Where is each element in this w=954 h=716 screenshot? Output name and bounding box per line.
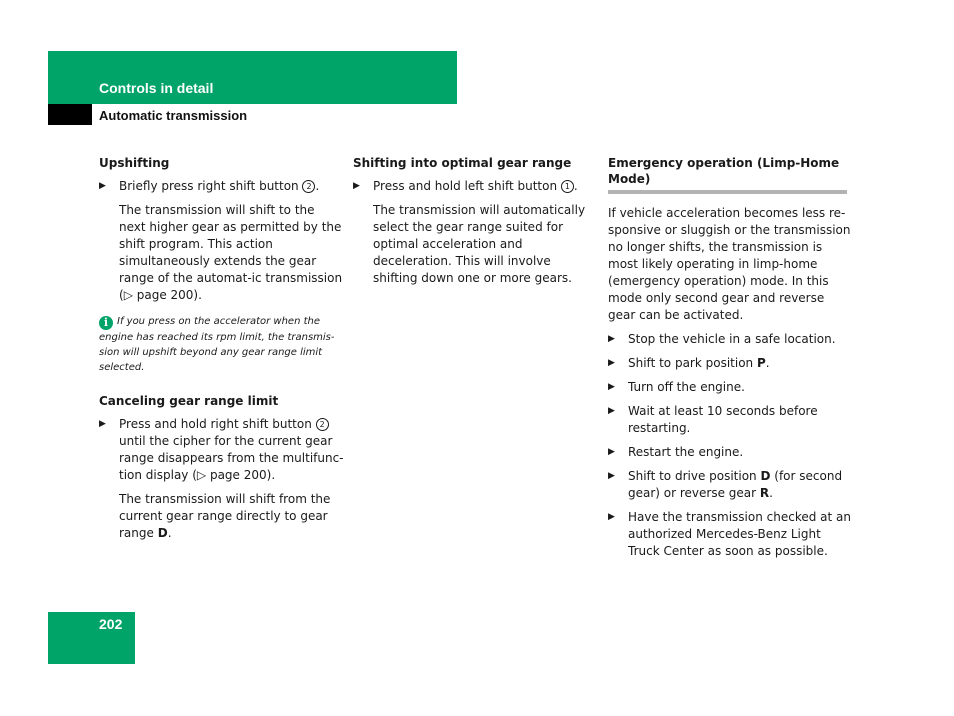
section-subtitle: Automatic transmission [99, 108, 248, 123]
heading-canceling: Canceling gear range limit [99, 394, 279, 408]
bullet-icon: ▶ [608, 447, 615, 457]
step-item: ▶ Shift to park position P. [608, 356, 770, 370]
bullet-icon: ▶ [608, 358, 615, 368]
page-title: Controls in detail [99, 80, 214, 96]
shift-button-1-icon: 1 [561, 180, 574, 193]
bullet-icon: ▶ [99, 419, 106, 429]
step-item: ▶ Turn off the engine. [608, 380, 745, 394]
page-ref-icon: ▷ [196, 468, 207, 482]
heading-optimal-gear: Shifting into optimal gear range [353, 156, 572, 170]
column-left [99, 155, 344, 549]
step-item: ▶ Restart the engine. [608, 445, 744, 459]
paragraph: The transmission will shift from the current gear range directly to gear range D. [119, 492, 331, 540]
bullet-icon: ▶ [608, 406, 615, 416]
shift-button-2-icon: 2 [316, 418, 329, 431]
step-item: ▶ Stop the vehicle in a safe location. [608, 332, 836, 346]
page-number: 202 [99, 616, 123, 632]
column-right [608, 155, 853, 567]
paragraph: If vehicle acceleration becomes less re-sponsive or sluggish or the transmission no longer shifts, the transmission is most likely operating in limp-home (emergency operation) mode. In this mode only second gear and reverse gear can be activated. [608, 206, 851, 322]
step-item: ▶ Press and hold left shift button 1 . [353, 179, 578, 193]
heading-limp-home: Emergency operation (Limp-Home Mode) [608, 155, 847, 194]
paragraph: The transmission will automatically select the gear range suited for optimal acceleration and deceleration. This will involve shifting down one or more gears. [373, 203, 586, 285]
shift-button-2-icon: 2 [302, 180, 315, 193]
paragraph: The transmission will shift to the next higher gear as permitted by the shift program. This action simultaneously extends the gear range of the automat-ic transmission (▷ page 200). [119, 203, 343, 302]
step-item: ▶ Wait at least 10 seconds before restarting. [608, 404, 818, 435]
bullet-icon: ▶ [353, 181, 360, 191]
bullet-icon: ▶ [608, 334, 615, 344]
info-icon: i [99, 316, 113, 330]
bullet-icon: ▶ [608, 471, 615, 481]
heading-upshifting: Upshifting [99, 156, 170, 170]
info-note: i If you press on the accelerator when the engine has reached its rpm limit, the transmis-sion will upshift beyond any gear range limit selected. [99, 316, 335, 373]
step-item: ▶ Have the transmission checked at an authorized Mercedes-Benz Light Truck Center as soon as possible. [608, 510, 852, 558]
header-band [48, 51, 457, 104]
bullet-icon: ▶ [608, 382, 615, 392]
column-middle [353, 155, 598, 294]
bullet-icon: ▶ [99, 181, 106, 191]
section-marker [48, 104, 92, 125]
page-ref-icon: ▷ [123, 288, 133, 302]
bullet-icon: ▶ [608, 512, 615, 522]
step-item: ▶ Briefly press right shift button 2 . [99, 179, 320, 193]
step-item: ▶ Shift to drive position D (for second gear) or reverse gear R. [608, 469, 843, 500]
step-item: ▶ Press and hold right shift button 2 until the cipher for the current gear range disappears from the multifunc-tion display (▷ page 200). [99, 417, 344, 482]
